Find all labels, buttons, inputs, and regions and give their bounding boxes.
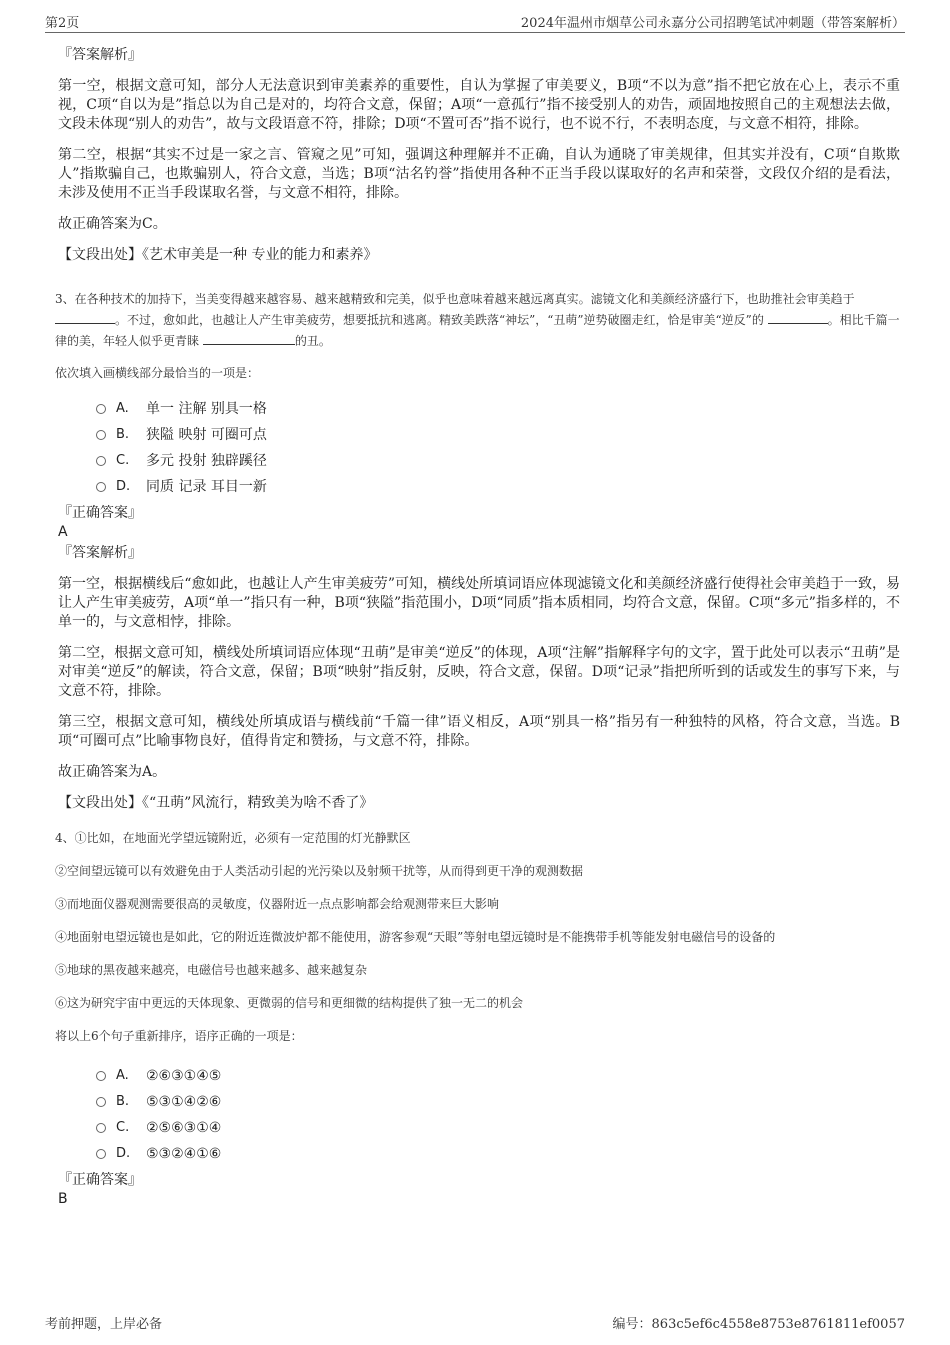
page-number: 第2页 <box>45 16 80 31</box>
q3-analysis-para-2: 第二空，根据文意可知，横线处所填词语应体现“丑萌”是审美“逆反”的体现，A项“注解”指解释字句的文字，置于此处可以表示“丑萌”是对审美“逆反”的解读，符合文意，保留；B项“映射”指反射，反映，符合文意，保留。D项“记录”指把所听到的话或发生的事写下来，与文意不符，排除。 <box>58 645 900 699</box>
q4-correct-answer: B <box>58 1191 68 1207</box>
q3-analysis-para-1: 第一空，根据横线后“愈如此，也越让人产生审美疲劳”可知，横线处所填词语应体现滤镜文化和美颜经济盛行使得社会审美趋于一致，易让人产生审美疲劳，A项“单一”指只有一种，B项“狭隘”指范围小，D项“同质”指本质相同，均符合文意，保留。C项“多元”指多样的，不单一的，与文意相悖，排除。 <box>58 576 900 630</box>
footer-slogan: 考前押题，上岸必备 <box>45 1317 163 1332</box>
q3-option-a[interactable]: A. 单一 注解 别具一格 <box>96 396 900 422</box>
q3-correct-answer: A <box>58 524 68 540</box>
radio-icon[interactable] <box>96 1149 106 1159</box>
main-content <box>55 40 900 1209</box>
blank-3 <box>203 332 295 345</box>
blank-2 <box>768 311 828 324</box>
radio-icon[interactable] <box>96 1097 106 1107</box>
radio-icon[interactable] <box>96 404 106 414</box>
q2-source: 【文段出处】《艺术审美是一种 专业的能力和素养》 <box>58 247 378 263</box>
q3-options <box>96 396 900 500</box>
q2-analysis-para-1: 第一空，根据文意可知，部分人无法意识到审美素养的重要性，自认为掌握了审美要义，B项“不以为意”指不把它放在心上，表示不重视，C项“自以为是”指总以为自己是对的，均符合文意，保留；A项“一意孤行”指不接受别人的劝告，顽固地按照自己的主观想法去做，文段未体现“别人的劝告”，故与文段语意不符，排除；D项“不置可否”指不说行，也不说不行，不表明态度，与文意不相符，排除。 <box>58 78 900 132</box>
q4-sentence-2: ②空间望远镜可以有效避免由于人类活动引起的光污染以及射频干扰等，从而得到更干净的观测数据 <box>55 864 584 878</box>
q4-option-d[interactable]: D. ⑤③②④①⑥ <box>96 1141 900 1167</box>
q3-option-d[interactable]: D. 同质 记录 耳目一新 <box>96 474 900 500</box>
radio-icon[interactable] <box>96 482 106 492</box>
page-footer <box>45 1313 905 1333</box>
q4-option-c[interactable]: C. ②⑤⑥③①④ <box>96 1115 900 1141</box>
q2-conclusion: 故正确答案为C。 <box>58 216 167 232</box>
q4-sentence-6: ⑥这为研究宇宙中更远的天体现象、更微弱的信号和更细微的结构提供了独一无二的机会 <box>55 996 524 1010</box>
document-id: 编号：863c5ef6c4558e8753e8761811ef0057 <box>612 1317 905 1332</box>
q4-sentence-5: ⑤地球的黑夜越来越亮，电磁信号也越来越多、越来越复杂 <box>55 963 368 977</box>
q3-prompt: 依次填入画横线部分最恰当的一项是： <box>55 366 260 380</box>
q3-correct-label: 『正确答案』 <box>58 505 142 521</box>
q3-analysis-label: 『答案解析』 <box>58 545 142 561</box>
document-title: 2024年温州市烟草公司永嘉分公司招聘笔试冲刺题（带答案解析） <box>520 16 905 31</box>
q4-correct-label: 『正确答案』 <box>58 1172 142 1188</box>
radio-icon[interactable] <box>96 1071 106 1081</box>
q3-conclusion: 故正确答案为A。 <box>58 764 167 780</box>
q4-sentence-3: ③而地面仪器观测需要很高的灵敏度，仪器附近一点点影响都会给观测带来巨大影响 <box>55 897 500 911</box>
q4-sentence-4: ④地面射电望远镜也是如此，它的附近连微波炉都不能使用，游客参观“天眼”等射电望远镜时是不能携带手机等能发射电磁信号的设备的 <box>55 930 776 944</box>
q4-sentence-1: 4、①比如，在地面光学望远镜附近，必须有一定范围的灯光静默区 <box>55 831 411 845</box>
radio-icon[interactable] <box>96 456 106 466</box>
q4-prompt: 将以上6个句子重新排序，语序正确的一项是： <box>55 1029 303 1043</box>
q3-analysis-para-3: 第三空，根据文意可知，横线处所填成语与横线前“千篇一律”语义相反，A项“别具一格”指另有一种独特的风格，符合文意，当选。B项“可圈可点”比喻事物良好，值得肯定和赞扬，与文意不符，排除。 <box>58 714 900 749</box>
radio-icon[interactable] <box>96 430 106 440</box>
page-header <box>45 12 905 33</box>
q2-analysis-label: 『答案解析』 <box>58 47 142 63</box>
q3-option-b[interactable]: B. 狭隘 映射 可圈可点 <box>96 422 900 448</box>
q2-analysis-para-2: 第二空，根据“其实不过是一家之言、管窥之见”可知，强调这种理解并不正确，自认为通晓了审美规律，但其实并没有，C项“自欺欺人”指欺骗自己，也欺骗别人，符合文意，当选；B项“沽名钓誉”指使用各种不正当手段以谋取好的名声和荣誉，文段仅介绍的是看法，未涉及使用不正当手段谋取名誉，与文意不相符，排除。 <box>58 147 900 201</box>
blank-1 <box>55 311 115 324</box>
q3-question: 3、在各种技术的加持下，当美变得越来越容易、越来越精致和完美，似乎也意味着越来越远离真实。滤镜文化和美颜经济盛行下，也助推社会审美趋于 。不过，愈如此，也越让人产生审美疲劳，想要抵抗和逃离。精致美跌落“神坛”，“丑萌”逆势破圈走红，恰是审美“逆反”的 。相比千篇一律的美，年轻人似乎更青睐 的丑。 <box>55 292 900 348</box>
q3-option-c[interactable]: C. 多元 投射 独辟蹊径 <box>96 448 900 474</box>
radio-icon[interactable] <box>96 1123 106 1133</box>
q4-options <box>96 1063 900 1167</box>
q4-option-a[interactable]: A. ②⑥③①④⑤ <box>96 1063 900 1089</box>
q3-source: 【文段出处】《“丑萌”风流行，精致美为啥不香了》 <box>58 795 374 811</box>
q4-option-b[interactable]: B. ⑤③①④②⑥ <box>96 1089 900 1115</box>
